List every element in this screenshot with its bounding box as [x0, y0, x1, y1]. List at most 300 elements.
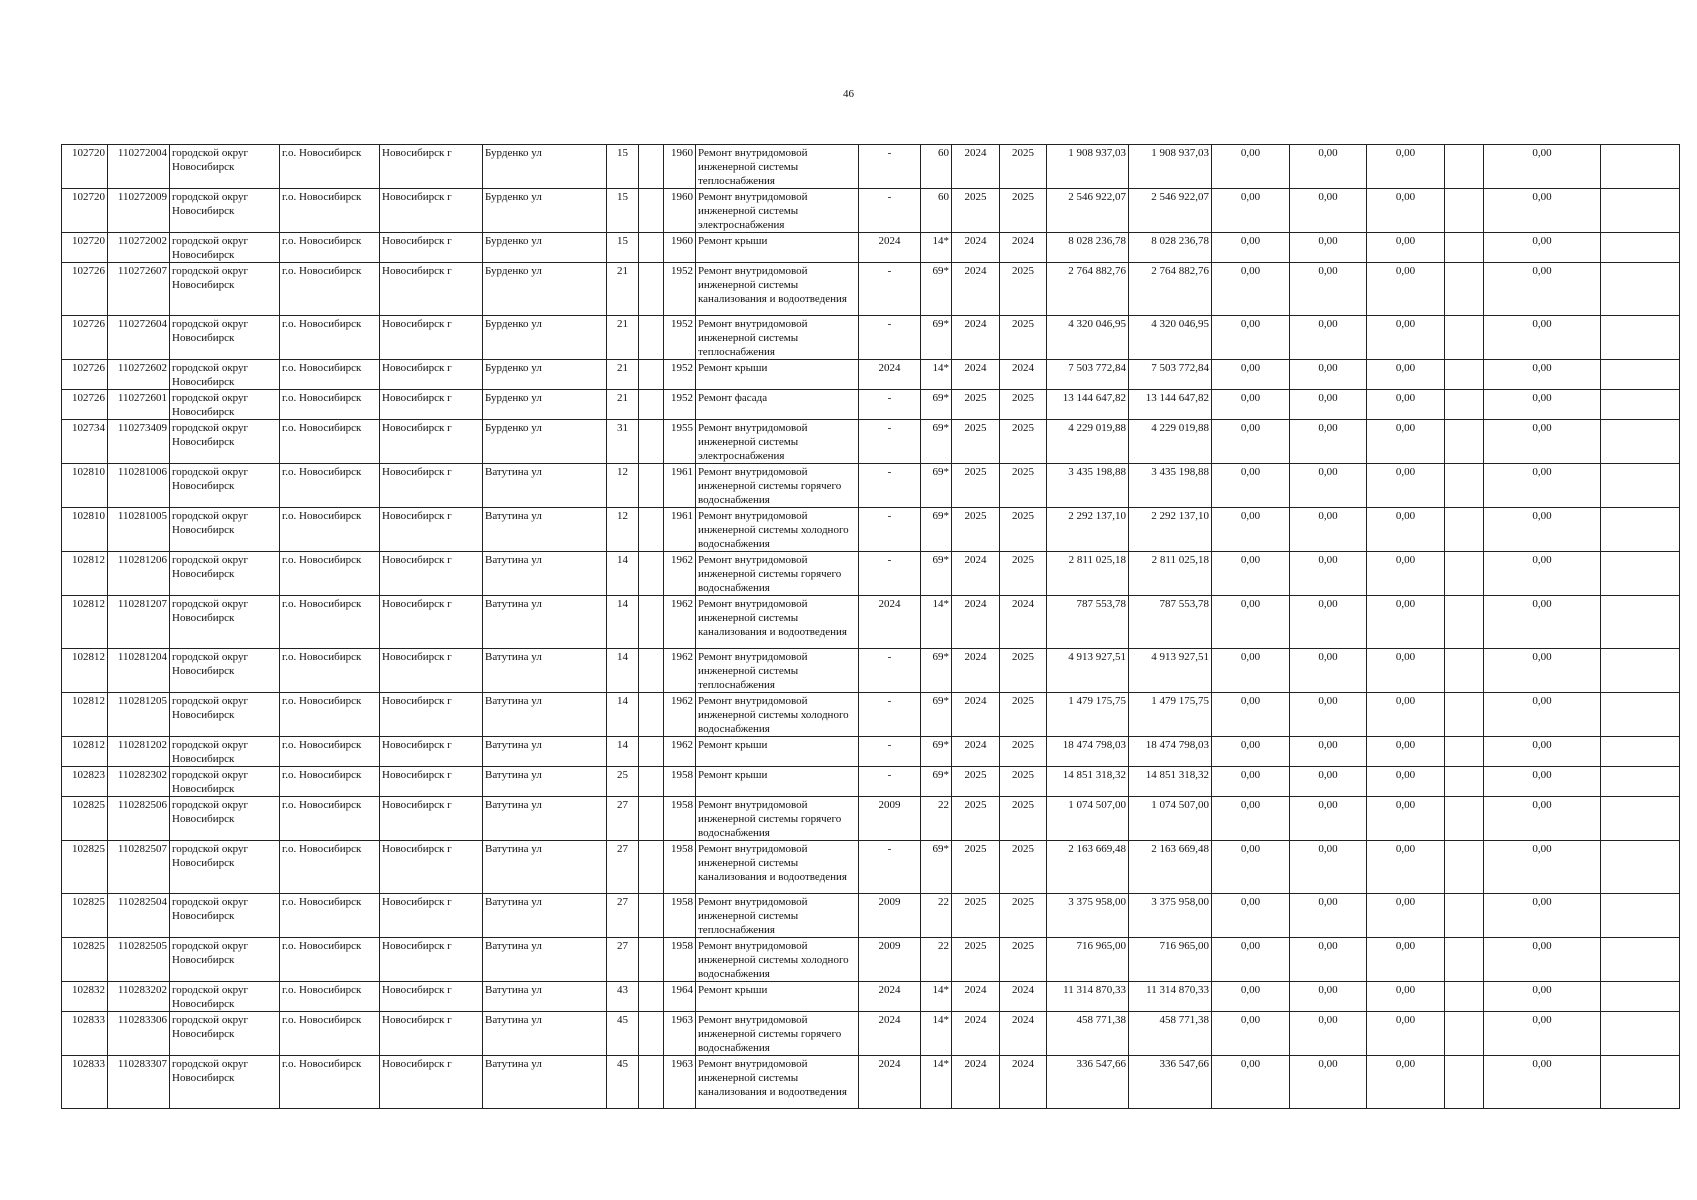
- fund-6-cell: [1601, 316, 1680, 360]
- record-code-cell: 110281202: [108, 737, 170, 767]
- build-year-cell: 1960: [664, 145, 696, 189]
- table-row: [62, 1056, 1680, 1109]
- street-cell: Ватутина ул: [483, 767, 607, 797]
- fund-1-cell: 0,00: [1212, 233, 1290, 263]
- municipality-cell: г.о. Новосибирск: [280, 360, 380, 390]
- record-code-cell: 110273409: [108, 420, 170, 464]
- fund-2-cell: 0,00: [1290, 596, 1367, 649]
- district-cell: городской округ Новосибирск: [170, 596, 280, 649]
- district-cell: городской округ Новосибирск: [170, 693, 280, 737]
- plan-start-year-cell: 2024: [952, 360, 1000, 390]
- fund-5-cell: 0,00: [1484, 316, 1601, 360]
- build-year-cell: 1962: [664, 596, 696, 649]
- district-cell: городской округ Новосибирск: [170, 552, 280, 596]
- district-cell: городской округ Новосибирск: [170, 145, 280, 189]
- district-cell: городской округ Новосибирск: [170, 316, 280, 360]
- build-year-cell: 1952: [664, 263, 696, 316]
- plan-end-year-cell: 2025: [1000, 767, 1047, 797]
- fund-1-cell: 0,00: [1212, 464, 1290, 508]
- table-row: [62, 841, 1680, 894]
- street-cell: Бурденко ул: [483, 316, 607, 360]
- house-number-cell: 14: [607, 693, 639, 737]
- record-id-cell: 102726: [62, 360, 108, 390]
- total-cost-cell: 11 314 870,33: [1129, 982, 1212, 1012]
- street-cell: Ватутина ул: [483, 797, 607, 841]
- fund-2-cell: 0,00: [1290, 420, 1367, 464]
- last-repair-year-cell: -: [859, 508, 921, 552]
- fund-4-cell: [1445, 189, 1484, 233]
- house-number-cell: 43: [607, 982, 639, 1012]
- plan-end-year-cell: 2025: [1000, 841, 1047, 894]
- plan-start-year-cell: 2025: [952, 189, 1000, 233]
- total-cost-cell: 2 292 137,10: [1129, 508, 1212, 552]
- record-code-cell: 110272004: [108, 145, 170, 189]
- fund-5-cell: 0,00: [1484, 508, 1601, 552]
- wear-percent-cell: 22: [921, 938, 952, 982]
- table-row: [62, 464, 1680, 508]
- record-code-cell: 110281206: [108, 552, 170, 596]
- fund-2-cell: 0,00: [1290, 508, 1367, 552]
- fund-6-cell: [1601, 552, 1680, 596]
- municipality-cell: г.о. Новосибирск: [280, 263, 380, 316]
- city-cell: Новосибирск г: [380, 233, 483, 263]
- last-repair-year-cell: 2024: [859, 1056, 921, 1109]
- street-cell: Ватутина ул: [483, 508, 607, 552]
- table-row: [62, 767, 1680, 797]
- block-cell: [639, 189, 664, 233]
- record-id-cell: 102726: [62, 263, 108, 316]
- total-cost-cell: 2 811 025,18: [1129, 552, 1212, 596]
- municipality-cell: г.о. Новосибирск: [280, 189, 380, 233]
- street-cell: Бурденко ул: [483, 233, 607, 263]
- fund-5-cell: 0,00: [1484, 938, 1601, 982]
- block-cell: [639, 360, 664, 390]
- work-type-cell: Ремонт крыши: [696, 233, 859, 263]
- fund-3-cell: 0,00: [1367, 360, 1445, 390]
- fund-5-cell: 0,00: [1484, 464, 1601, 508]
- city-cell: Новосибирск г: [380, 508, 483, 552]
- work-type-cell: Ремонт внутридомовой инженерной системы горячего водоснабжения: [696, 1012, 859, 1056]
- municipality-cell: г.о. Новосибирск: [280, 316, 380, 360]
- plan-end-year-cell: 2025: [1000, 464, 1047, 508]
- plan-start-year-cell: 2024: [952, 1012, 1000, 1056]
- fund-3-cell: 0,00: [1367, 1012, 1445, 1056]
- plan-end-year-cell: 2024: [1000, 360, 1047, 390]
- build-year-cell: 1963: [664, 1012, 696, 1056]
- last-repair-year-cell: -: [859, 420, 921, 464]
- fund-1-cell: 0,00: [1212, 145, 1290, 189]
- last-repair-year-cell: 2024: [859, 596, 921, 649]
- table-row: [62, 189, 1680, 233]
- cost-cell: 2 811 025,18: [1047, 552, 1129, 596]
- cost-cell: 2 764 882,76: [1047, 263, 1129, 316]
- district-cell: городской округ Новосибирск: [170, 508, 280, 552]
- street-cell: Ватутина ул: [483, 693, 607, 737]
- cost-cell: 4 913 927,51: [1047, 649, 1129, 693]
- fund-2-cell: 0,00: [1290, 360, 1367, 390]
- wear-percent-cell: 22: [921, 797, 952, 841]
- plan-end-year-cell: 2025: [1000, 797, 1047, 841]
- last-repair-year-cell: 2009: [859, 938, 921, 982]
- house-number-cell: 27: [607, 938, 639, 982]
- last-repair-year-cell: -: [859, 841, 921, 894]
- build-year-cell: 1952: [664, 316, 696, 360]
- fund-3-cell: 0,00: [1367, 420, 1445, 464]
- plan-end-year-cell: 2025: [1000, 508, 1047, 552]
- total-cost-cell: 3 435 198,88: [1129, 464, 1212, 508]
- last-repair-year-cell: 2024: [859, 1012, 921, 1056]
- fund-5-cell: 0,00: [1484, 841, 1601, 894]
- house-number-cell: 45: [607, 1012, 639, 1056]
- plan-start-year-cell: 2024: [952, 1056, 1000, 1109]
- table-row: [62, 552, 1680, 596]
- record-id-cell: 102726: [62, 390, 108, 420]
- work-type-cell: Ремонт внутридомовой инженерной системы горячего водоснабжения: [696, 552, 859, 596]
- record-code-cell: 110282504: [108, 894, 170, 938]
- plan-end-year-cell: 2025: [1000, 894, 1047, 938]
- fund-1-cell: 0,00: [1212, 841, 1290, 894]
- street-cell: Ватутина ул: [483, 982, 607, 1012]
- city-cell: Новосибирск г: [380, 797, 483, 841]
- municipality-cell: г.о. Новосибирск: [280, 464, 380, 508]
- wear-percent-cell: 14*: [921, 1012, 952, 1056]
- fund-6-cell: [1601, 233, 1680, 263]
- city-cell: Новосибирск г: [380, 464, 483, 508]
- city-cell: Новосибирск г: [380, 894, 483, 938]
- plan-end-year-cell: 2024: [1000, 233, 1047, 263]
- fund-1-cell: 0,00: [1212, 938, 1290, 982]
- record-id-cell: 102833: [62, 1056, 108, 1109]
- table-row: [62, 1012, 1680, 1056]
- plan-end-year-cell: 2025: [1000, 263, 1047, 316]
- work-type-cell: Ремонт крыши: [696, 767, 859, 797]
- fund-1-cell: 0,00: [1212, 649, 1290, 693]
- fund-1-cell: 0,00: [1212, 1056, 1290, 1109]
- work-type-cell: Ремонт внутридомовой инженерной системы горячего водоснабжения: [696, 797, 859, 841]
- build-year-cell: 1962: [664, 693, 696, 737]
- fund-1-cell: 0,00: [1212, 737, 1290, 767]
- plan-end-year-cell: 2025: [1000, 390, 1047, 420]
- total-cost-cell: 787 553,78: [1129, 596, 1212, 649]
- street-cell: Ватутина ул: [483, 464, 607, 508]
- plan-end-year-cell: 2025: [1000, 552, 1047, 596]
- fund-4-cell: [1445, 316, 1484, 360]
- fund-6-cell: [1601, 145, 1680, 189]
- municipality-cell: г.о. Новосибирск: [280, 938, 380, 982]
- block-cell: [639, 693, 664, 737]
- house-number-cell: 15: [607, 233, 639, 263]
- fund-6-cell: [1601, 982, 1680, 1012]
- fund-5-cell: 0,00: [1484, 420, 1601, 464]
- last-repair-year-cell: 2009: [859, 797, 921, 841]
- city-cell: Новосибирск г: [380, 390, 483, 420]
- city-cell: Новосибирск г: [380, 360, 483, 390]
- fund-6-cell: [1601, 1056, 1680, 1109]
- total-cost-cell: 2 546 922,07: [1129, 189, 1212, 233]
- fund-4-cell: [1445, 145, 1484, 189]
- record-code-cell: 110272602: [108, 360, 170, 390]
- fund-4-cell: [1445, 390, 1484, 420]
- fund-1-cell: 0,00: [1212, 316, 1290, 360]
- record-code-cell: 110281204: [108, 649, 170, 693]
- plan-start-year-cell: 2025: [952, 938, 1000, 982]
- total-cost-cell: 1 074 507,00: [1129, 797, 1212, 841]
- last-repair-year-cell: -: [859, 316, 921, 360]
- table-row: [62, 508, 1680, 552]
- total-cost-cell: 4 320 046,95: [1129, 316, 1212, 360]
- record-code-cell: 110281005: [108, 508, 170, 552]
- street-cell: Ватутина ул: [483, 1056, 607, 1109]
- district-cell: городской округ Новосибирск: [170, 1056, 280, 1109]
- record-code-cell: 110283306: [108, 1012, 170, 1056]
- block-cell: [639, 464, 664, 508]
- wear-percent-cell: 69*: [921, 767, 952, 797]
- block-cell: [639, 737, 664, 767]
- last-repair-year-cell: -: [859, 693, 921, 737]
- cost-cell: 458 771,38: [1047, 1012, 1129, 1056]
- fund-2-cell: 0,00: [1290, 263, 1367, 316]
- house-number-cell: 21: [607, 360, 639, 390]
- fund-3-cell: 0,00: [1367, 693, 1445, 737]
- fund-4-cell: [1445, 693, 1484, 737]
- cost-cell: 14 851 318,32: [1047, 767, 1129, 797]
- record-code-cell: 110272009: [108, 189, 170, 233]
- municipality-cell: г.о. Новосибирск: [280, 233, 380, 263]
- city-cell: Новосибирск г: [380, 596, 483, 649]
- work-type-cell: Ремонт внутридомовой инженерной системы электроснабжения: [696, 420, 859, 464]
- district-cell: городской округ Новосибирск: [170, 233, 280, 263]
- work-type-cell: Ремонт крыши: [696, 982, 859, 1012]
- plan-start-year-cell: 2024: [952, 737, 1000, 767]
- house-number-cell: 27: [607, 797, 639, 841]
- plan-end-year-cell: 2025: [1000, 420, 1047, 464]
- plan-start-year-cell: 2024: [952, 233, 1000, 263]
- table-body: [62, 145, 1680, 1109]
- house-number-cell: 15: [607, 189, 639, 233]
- house-number-cell: 27: [607, 894, 639, 938]
- cost-cell: 716 965,00: [1047, 938, 1129, 982]
- fund-6-cell: [1601, 649, 1680, 693]
- record-code-cell: 110283307: [108, 1056, 170, 1109]
- build-year-cell: 1958: [664, 767, 696, 797]
- last-repair-year-cell: -: [859, 263, 921, 316]
- fund-4-cell: [1445, 797, 1484, 841]
- street-cell: Ватутина ул: [483, 1012, 607, 1056]
- fund-2-cell: 0,00: [1290, 316, 1367, 360]
- fund-5-cell: 0,00: [1484, 145, 1601, 189]
- fund-4-cell: [1445, 649, 1484, 693]
- house-number-cell: 12: [607, 508, 639, 552]
- wear-percent-cell: 69*: [921, 737, 952, 767]
- fund-5-cell: 0,00: [1484, 767, 1601, 797]
- work-type-cell: Ремонт внутридомовой инженерной системы горячего водоснабжения: [696, 464, 859, 508]
- house-number-cell: 45: [607, 1056, 639, 1109]
- total-cost-cell: 716 965,00: [1129, 938, 1212, 982]
- fund-6-cell: [1601, 1012, 1680, 1056]
- fund-2-cell: 0,00: [1290, 737, 1367, 767]
- district-cell: городской округ Новосибирск: [170, 938, 280, 982]
- record-id-cell: 102812: [62, 649, 108, 693]
- last-repair-year-cell: 2009: [859, 894, 921, 938]
- wear-percent-cell: 60: [921, 189, 952, 233]
- wear-percent-cell: 22: [921, 894, 952, 938]
- fund-3-cell: 0,00: [1367, 767, 1445, 797]
- fund-3-cell: 0,00: [1367, 649, 1445, 693]
- fund-5-cell: 0,00: [1484, 1012, 1601, 1056]
- block-cell: [639, 145, 664, 189]
- house-number-cell: 14: [607, 596, 639, 649]
- work-type-cell: Ремонт внутридомовой инженерной системы холодного водоснабжения: [696, 938, 859, 982]
- street-cell: Ватутина ул: [483, 938, 607, 982]
- municipality-cell: г.о. Новосибирск: [280, 145, 380, 189]
- build-year-cell: 1952: [664, 360, 696, 390]
- record-id-cell: 102812: [62, 737, 108, 767]
- fund-4-cell: [1445, 1056, 1484, 1109]
- municipality-cell: г.о. Новосибирск: [280, 797, 380, 841]
- cost-cell: 11 314 870,33: [1047, 982, 1129, 1012]
- fund-6-cell: [1601, 189, 1680, 233]
- wear-percent-cell: 14*: [921, 982, 952, 1012]
- cost-cell: 1 908 937,03: [1047, 145, 1129, 189]
- fund-4-cell: [1445, 508, 1484, 552]
- district-cell: городской округ Новосибирск: [170, 982, 280, 1012]
- wear-percent-cell: 69*: [921, 316, 952, 360]
- district-cell: городской округ Новосибирск: [170, 263, 280, 316]
- fund-2-cell: 0,00: [1290, 233, 1367, 263]
- fund-2-cell: 0,00: [1290, 938, 1367, 982]
- total-cost-cell: 2 764 882,76: [1129, 263, 1212, 316]
- build-year-cell: 1958: [664, 894, 696, 938]
- table-row: [62, 263, 1680, 316]
- record-code-cell: 110282302: [108, 767, 170, 797]
- plan-start-year-cell: 2024: [952, 982, 1000, 1012]
- fund-1-cell: 0,00: [1212, 508, 1290, 552]
- work-type-cell: Ремонт внутридомовой инженерной системы канализования и водоотведения: [696, 263, 859, 316]
- page-number: 46: [843, 88, 854, 100]
- total-cost-cell: 3 375 958,00: [1129, 894, 1212, 938]
- record-id-cell: 102720: [62, 145, 108, 189]
- record-code-cell: 110272604: [108, 316, 170, 360]
- district-cell: городской округ Новосибирск: [170, 767, 280, 797]
- municipality-cell: г.о. Новосибирск: [280, 841, 380, 894]
- fund-1-cell: 0,00: [1212, 360, 1290, 390]
- municipality-cell: г.о. Новосибирск: [280, 894, 380, 938]
- wear-percent-cell: 60: [921, 145, 952, 189]
- cost-cell: 336 547,66: [1047, 1056, 1129, 1109]
- fund-1-cell: 0,00: [1212, 420, 1290, 464]
- block-cell: [639, 263, 664, 316]
- plan-start-year-cell: 2025: [952, 841, 1000, 894]
- work-type-cell: Ремонт крыши: [696, 360, 859, 390]
- house-number-cell: 12: [607, 464, 639, 508]
- record-code-cell: 110282506: [108, 797, 170, 841]
- plan-start-year-cell: 2025: [952, 390, 1000, 420]
- fund-5-cell: 0,00: [1484, 797, 1601, 841]
- build-year-cell: 1958: [664, 797, 696, 841]
- last-repair-year-cell: -: [859, 390, 921, 420]
- fund-3-cell: 0,00: [1367, 316, 1445, 360]
- fund-5-cell: 0,00: [1484, 649, 1601, 693]
- municipality-cell: г.о. Новосибирск: [280, 649, 380, 693]
- fund-4-cell: [1445, 464, 1484, 508]
- total-cost-cell: 8 028 236,78: [1129, 233, 1212, 263]
- house-number-cell: 25: [607, 767, 639, 797]
- wear-percent-cell: 14*: [921, 1056, 952, 1109]
- fund-6-cell: [1601, 596, 1680, 649]
- work-type-cell: Ремонт внутридомовой инженерной системы теплоснабжения: [696, 316, 859, 360]
- fund-2-cell: 0,00: [1290, 390, 1367, 420]
- record-code-cell: 110272607: [108, 263, 170, 316]
- fund-6-cell: [1601, 797, 1680, 841]
- city-cell: Новосибирск г: [380, 841, 483, 894]
- street-cell: Бурденко ул: [483, 420, 607, 464]
- wear-percent-cell: 14*: [921, 233, 952, 263]
- build-year-cell: 1960: [664, 189, 696, 233]
- last-repair-year-cell: 2024: [859, 982, 921, 1012]
- table-row: [62, 316, 1680, 360]
- record-id-cell: 102810: [62, 464, 108, 508]
- work-type-cell: Ремонт внутридомовой инженерной системы теплоснабжения: [696, 145, 859, 189]
- house-number-cell: 14: [607, 552, 639, 596]
- total-cost-cell: 458 771,38: [1129, 1012, 1212, 1056]
- work-type-cell: Ремонт внутридомовой инженерной системы канализования и водоотведения: [696, 1056, 859, 1109]
- work-type-cell: Ремонт внутридомовой инженерной системы холодного водоснабжения: [696, 508, 859, 552]
- fund-4-cell: [1445, 420, 1484, 464]
- fund-6-cell: [1601, 263, 1680, 316]
- build-year-cell: 1962: [664, 649, 696, 693]
- record-id-cell: 102833: [62, 1012, 108, 1056]
- block-cell: [639, 982, 664, 1012]
- fund-6-cell: [1601, 508, 1680, 552]
- fund-6-cell: [1601, 693, 1680, 737]
- wear-percent-cell: 69*: [921, 508, 952, 552]
- district-cell: городской округ Новосибирск: [170, 360, 280, 390]
- district-cell: городской округ Новосибирск: [170, 420, 280, 464]
- fund-3-cell: 0,00: [1367, 841, 1445, 894]
- wear-percent-cell: 69*: [921, 552, 952, 596]
- house-number-cell: 21: [607, 390, 639, 420]
- plan-end-year-cell: 2025: [1000, 189, 1047, 233]
- plan-end-year-cell: 2025: [1000, 938, 1047, 982]
- build-year-cell: 1952: [664, 390, 696, 420]
- fund-4-cell: [1445, 233, 1484, 263]
- last-repair-year-cell: 2024: [859, 233, 921, 263]
- fund-5-cell: 0,00: [1484, 390, 1601, 420]
- last-repair-year-cell: -: [859, 189, 921, 233]
- fund-5-cell: 0,00: [1484, 360, 1601, 390]
- fund-6-cell: [1601, 390, 1680, 420]
- record-id-cell: 102823: [62, 767, 108, 797]
- record-id-cell: 102726: [62, 316, 108, 360]
- record-id-cell: 102825: [62, 841, 108, 894]
- cost-cell: 2 163 669,48: [1047, 841, 1129, 894]
- block-cell: [639, 596, 664, 649]
- record-code-cell: 110281205: [108, 693, 170, 737]
- street-cell: Бурденко ул: [483, 360, 607, 390]
- fund-2-cell: 0,00: [1290, 552, 1367, 596]
- block-cell: [639, 649, 664, 693]
- cost-cell: 3 375 958,00: [1047, 894, 1129, 938]
- total-cost-cell: 2 163 669,48: [1129, 841, 1212, 894]
- city-cell: Новосибирск г: [380, 982, 483, 1012]
- fund-3-cell: 0,00: [1367, 982, 1445, 1012]
- municipality-cell: г.о. Новосибирск: [280, 693, 380, 737]
- build-year-cell: 1961: [664, 464, 696, 508]
- total-cost-cell: 4 229 019,88: [1129, 420, 1212, 464]
- block-cell: [639, 938, 664, 982]
- table-row: [62, 420, 1680, 464]
- wear-percent-cell: 69*: [921, 420, 952, 464]
